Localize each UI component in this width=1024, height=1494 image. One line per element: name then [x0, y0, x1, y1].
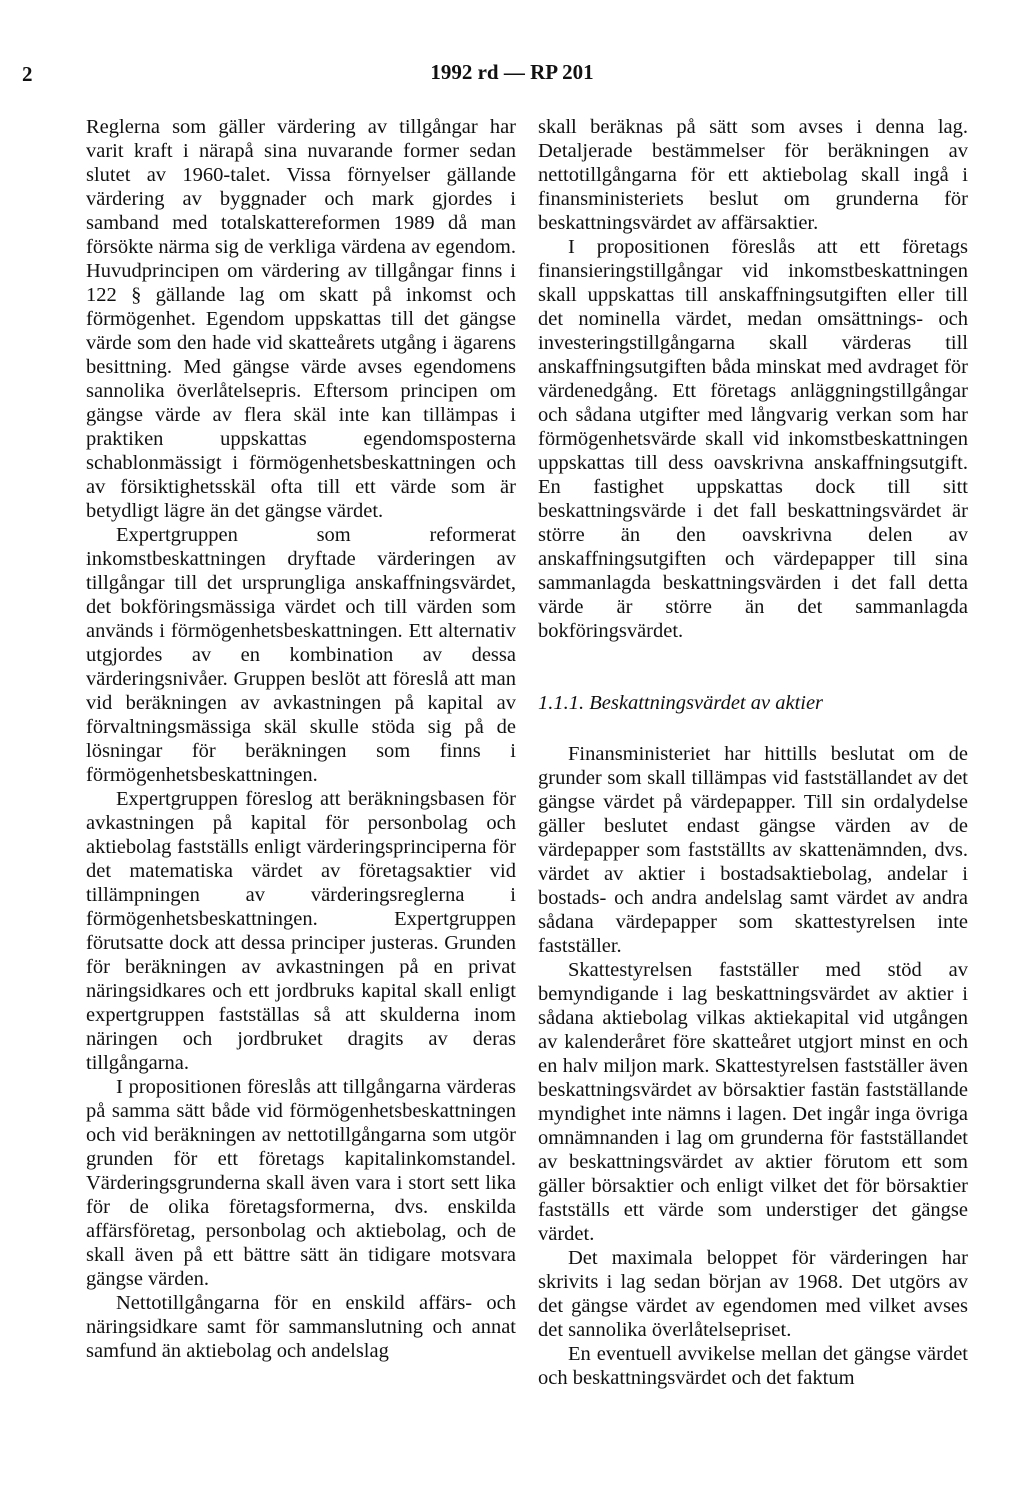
right-column: [538, 115, 968, 1390]
left-column: [86, 115, 516, 1363]
paragraph: I propositionen föreslås att ett företags finansieringstillgångar vid inkomstbeskattningen skall uppskattas till anskaffningsutgiften eller till det nominella värdet, medan omsättnings- och investeringstillgångarna skall värderas till anskaffningsutgiften båda minskat med avdraget för värdenedgång. Ett företags anläggningstillgångar och sådana utgifter med långvarig verkan som har förmögenhetsvärde skall vid inkomstbeskattningen uppskattas till dess oavskrivna anskaffningsutgift. En fastighet uppskattas dock till sitt beskattningsvärde i det fall beskattningsvärdet är större än den oavskrivna delen av anskaffningsutgiften och värdepapper till sina sammanlagda beskattningsvärden i det fall detta värde är större än det sammanlagda bokföringsvärdet.: [538, 236, 968, 642]
paragraph: Expertgruppen föreslog att beräkningsbasen för avkastningen på kapital för personbolag och aktiebolag fastställs enligt värderingsprinciperna för det matematiska värdet av företagsaktier vid tillämpningen av värderingsreglerna i förmögenhetsbeskattningen. Expertgruppen förutsatte dock att dessa principer justeras. Grunden för beräkningen av avkastningen på en privat näringsidkares och ett jordbruks kapital skall enligt expertgruppen fastställas så att skulderna inom näringen och jordbruket dragits av deras tillgångarna.: [86, 788, 516, 1074]
paragraph: Finansministeriet har hittills beslutat om de grunder som skall tillämpas vid fastställandet av det gängse värdet på värdepapper. Till sin ordalydelse gäller beslutet endast gängse värden av de värdepapper som fastställts av skattenämnden, dvs. värdet av aktier i bostadsaktiebolag, andelar i bostads- och andra andelslag samt värdet av andra sådana värdepapper som skattestyrelsen inte fastställer.: [538, 743, 968, 957]
paragraph: En eventuell avvikelse mellan det gängse värdet och beskattningsvärdet och det faktum: [538, 1343, 968, 1389]
page-number: 2: [22, 62, 33, 86]
paragraph: Skattestyrelsen fastställer med stöd av bemyndigande i lag beskattningsvärdet av aktier i sådana aktiebolag vilkas aktiekapital vid utgången av kalenderåret före skatteåret utgjort minst en och en halv miljon mark. Skattestyrelsen fastställer även beskattningsvärdet av börsaktier fastän fastställande myndighet inte nämns i lagen. Det ingår inga övriga omnämnanden i lag om grunderna för fastställandet av beskattningsvärdet av aktier förutom ett som gäller börsaktier och enligt vilket det för börsaktier fastställs ett värde som understiger det gängse värdet.: [538, 959, 968, 1245]
paragraph: Reglerna som gäller värdering av tillgångar har varit kraft i närapå sina nuvarande former sedan slutet av 1960-talet. Vissa förnyelser gällande värdering av byggnader och mark gjordes i samband med totalskattereformen 1989 då man försökte närma sig de verkliga värdena av egendom. Huvudprincipen om värdering av tillgångar finns i 122 § gällande lag om skatt på inkomst och förmögenhet. Egendom uppskattas till det gängse värde som den hade vid skatteårets utgång i ägarens besittning. Med gängse värde avses egendomens sannolika överlåtelsepris. Eftersom principen om gängse värde av flera skäl inte kan tillämpas i praktiken uppskattas egendomsposterna schablonmässigt i förmögenhetsbeskattningen och av försiktighetsskäl ofta till ett värde som är betydligt lägre än det gängse värdet.: [86, 116, 516, 522]
paragraph: I propositionen föreslås att tillgångarna värderas på samma sätt både vid förmögenhetsbeskattningen och vid beräkningen av nettotillgångarna som utgör grunden för ett företags kapitalinkomstandel. Värderingsgrunderna skall även vara i stort sett lika för de olika företagsformerna, dvs. enskilda affärsföretag, personbolag och aktiebolag, och de skall även på ett bättre sätt än tidigare motsvara gängse värden.: [86, 1076, 516, 1290]
paragraph: skall beräknas på sätt som avses i denna lag. Detaljerade bestämmelser för beräkningen av nettotillgångarna för ett aktiebolag skall ingå i finansministeriets beslut om grunderna för beskattningsvärdet av affärsaktier.: [538, 116, 968, 234]
paragraph: Expertgruppen som reformerat inkomstbeskattningen dryftade värderingen av tillgångar till det ursprungliga anskaffningsvärdet, det bokföringsmässiga värdet och till värden som används i förmögenhetsbeskattningen. Ett alternativ utgjordes av en kombination av dessa värderingsnivåer. Gruppen beslöt att föreslå att man vid beräkningen av avkastningen på kapital av förvaltningsmässiga skäl skulle stöda sig på de lösningar för beräkningen som finns i förmögenhetsbeskattningen.: [86, 524, 516, 786]
paragraph: Det maximala beloppet för värderingen har skrivits i lag sedan början av 1968. Det utgörs av det gängse värdet av egendomen med vilket avses det sannolika överlåtelsepriset.: [538, 1247, 968, 1341]
paragraph: Nettotillgångarna för en enskild affärs- och näringsidkare samt för sammanslutning och annat samfund än aktiebolag och andelslag: [86, 1292, 516, 1362]
running-head: 1992 rd — RP 201: [430, 60, 594, 84]
section-heading: 1.1.1. Beskattningsvärdet av aktier: [538, 692, 824, 714]
